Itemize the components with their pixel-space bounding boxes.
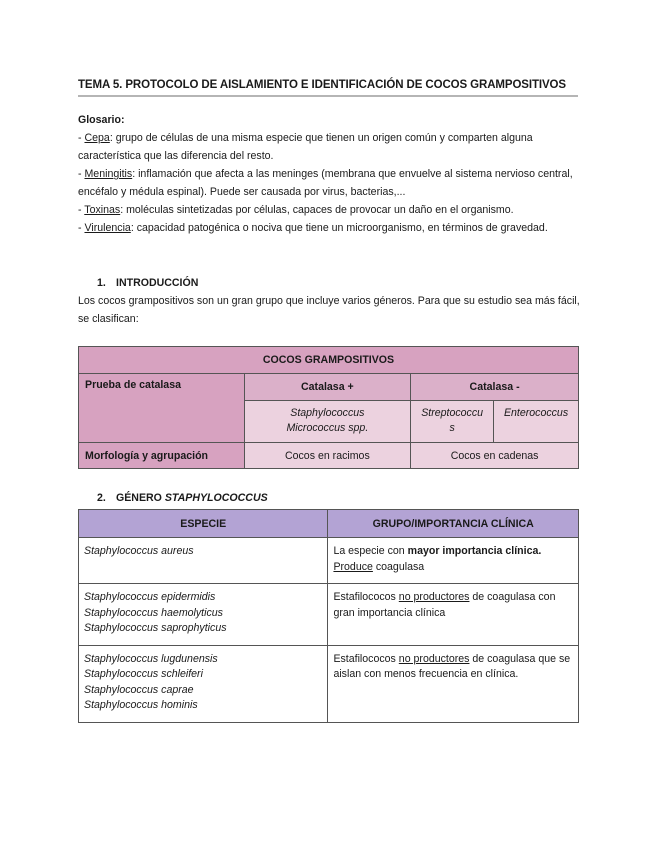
species-cell xyxy=(79,584,328,646)
catalasa-negative: Catalasa - xyxy=(411,374,579,401)
column-header-grupo: GRUPO/IMPORTANCIA CLÍNICA xyxy=(328,510,579,538)
species-name: Staphylococcus saprophyticus xyxy=(84,622,227,634)
species-cell xyxy=(79,538,328,584)
glossary-item: - Virulencia: capacidad patogénica o nociva que tiene un microorganismo, en términos de gravedad. xyxy=(78,222,548,234)
section-title: INTRODUCCIÓN xyxy=(116,277,199,289)
glossary-item: - Meningitis: inflamación que afecta a las meninges (membrana que envuelve al sistema nervioso central, encéfalo y médula espinal). Puede ser causada por virus, bacterias,... xyxy=(78,168,573,198)
importance-cell xyxy=(328,538,579,584)
section-title: GÉNERO xyxy=(116,492,165,504)
species-name: Staphylococcus hominis xyxy=(84,699,198,711)
cocos-table xyxy=(78,346,579,469)
glossary-definition: : inflamación que afecta a las meninges (membrana que envuelve al sistema nervioso central, encéfalo y médula espinal). Puede ser causada por virus, bacterias,... xyxy=(78,168,573,198)
glossary-term: Toxinas xyxy=(84,204,121,216)
negative-species-a xyxy=(411,401,494,443)
section-heading xyxy=(78,274,580,292)
section-genero xyxy=(78,489,580,507)
species-name: Staphylococcus caprae xyxy=(84,683,194,696)
row-label-catalasa: Prueba de catalasa xyxy=(79,374,245,443)
species-name: s xyxy=(449,422,455,434)
section-number: 1. xyxy=(97,277,106,289)
cell-text: Estafilococos xyxy=(333,591,399,603)
cell-text: de coagulasa que se aislan con menos frecuencia en clínica. xyxy=(333,652,571,680)
cell-text: La especie con xyxy=(333,545,408,557)
species-cell xyxy=(79,645,328,722)
cell-text: coagulasa xyxy=(372,560,425,573)
section-text: Los cocos grampositivos son un gran grupo que incluye varios géneros. Para que su estudio sea más fácil, se clasifican: xyxy=(78,295,580,325)
glossary-item: - Toxinas: moléculas sintetizadas por células, capaces de provocar un daño en el organismo. xyxy=(78,204,514,216)
glossary-definition: : moléculas sintetizadas por células, capaces de provocar un daño en el organismo. xyxy=(120,204,514,216)
glossary-term: Meningitis xyxy=(84,168,133,180)
section-introduccion xyxy=(78,274,580,328)
cell-text-underline: no productores xyxy=(398,591,470,603)
cell-text-underline: Produce xyxy=(333,560,373,573)
section-heading xyxy=(78,489,580,507)
column-header-especie: ESPECIE xyxy=(79,510,328,538)
catalasa-positive: Catalasa + xyxy=(244,374,411,401)
cocos-table-header: COCOS GRAMPOSITIVOS xyxy=(79,347,579,374)
table-row xyxy=(79,645,579,722)
species-name: Staphylococcus lugdunensis xyxy=(84,652,218,665)
species-name: Staphylococcus schleiferi xyxy=(84,668,203,680)
cell-text: de coagulasa con gran importancia clínica xyxy=(333,591,556,619)
glossary-term: Virulencia xyxy=(84,222,131,234)
morph-negative: Cocos en cadenas xyxy=(411,443,579,469)
morph-positive: Cocos en racimos xyxy=(244,443,411,469)
importance-cell xyxy=(328,645,579,722)
species-name: Streptococcu xyxy=(421,407,484,419)
glossary-item: - Cepa: grupo de células de una misma especie que tienen un origen común y comparten alguna característica que las diferencia del resto. xyxy=(78,132,533,162)
species-name: Micrococcus spp. xyxy=(286,422,369,434)
glossary-definition: : capacidad patogénica o nociva que tiene un microorganismo, en términos de gravedad. xyxy=(130,222,548,234)
table-row xyxy=(79,538,579,584)
positive-species xyxy=(244,401,411,443)
glossary-heading: Glosario: xyxy=(78,114,125,126)
glossary xyxy=(78,111,580,237)
cell-text-bold: mayor importancia clínica. xyxy=(407,545,542,557)
cell-text-underline: no productores xyxy=(398,652,470,665)
species-name: Staphylococcus epidermidis xyxy=(84,591,216,603)
staph-table xyxy=(78,509,579,723)
cell-text: Estafilococos xyxy=(333,652,399,665)
page-title: TEMA 5. PROTOCOLO DE AISLAMIENTO E IDENTIFICACIÓN DE COCOS GRAMPOSITIVOS xyxy=(78,79,578,97)
negative-species-b: Enterococcus xyxy=(494,401,579,443)
section-title-italic: STAPHYLOCOCCUS xyxy=(164,492,268,504)
importance-cell xyxy=(328,584,579,646)
row-label-morfologia: Morfología y agrupación xyxy=(79,443,245,469)
species-name: Staphylococcus aureus xyxy=(84,545,194,557)
species-name: Staphylococcus xyxy=(290,407,365,419)
table-row xyxy=(79,584,579,646)
glossary-definition: : grupo de células de una misma especie que tienen un origen común y comparten alguna característica que las diferencia del resto. xyxy=(78,132,533,162)
species-name: Staphylococcus haemolyticus xyxy=(84,606,223,619)
glossary-term: Cepa xyxy=(84,132,110,144)
section-number: 2. xyxy=(97,492,106,504)
